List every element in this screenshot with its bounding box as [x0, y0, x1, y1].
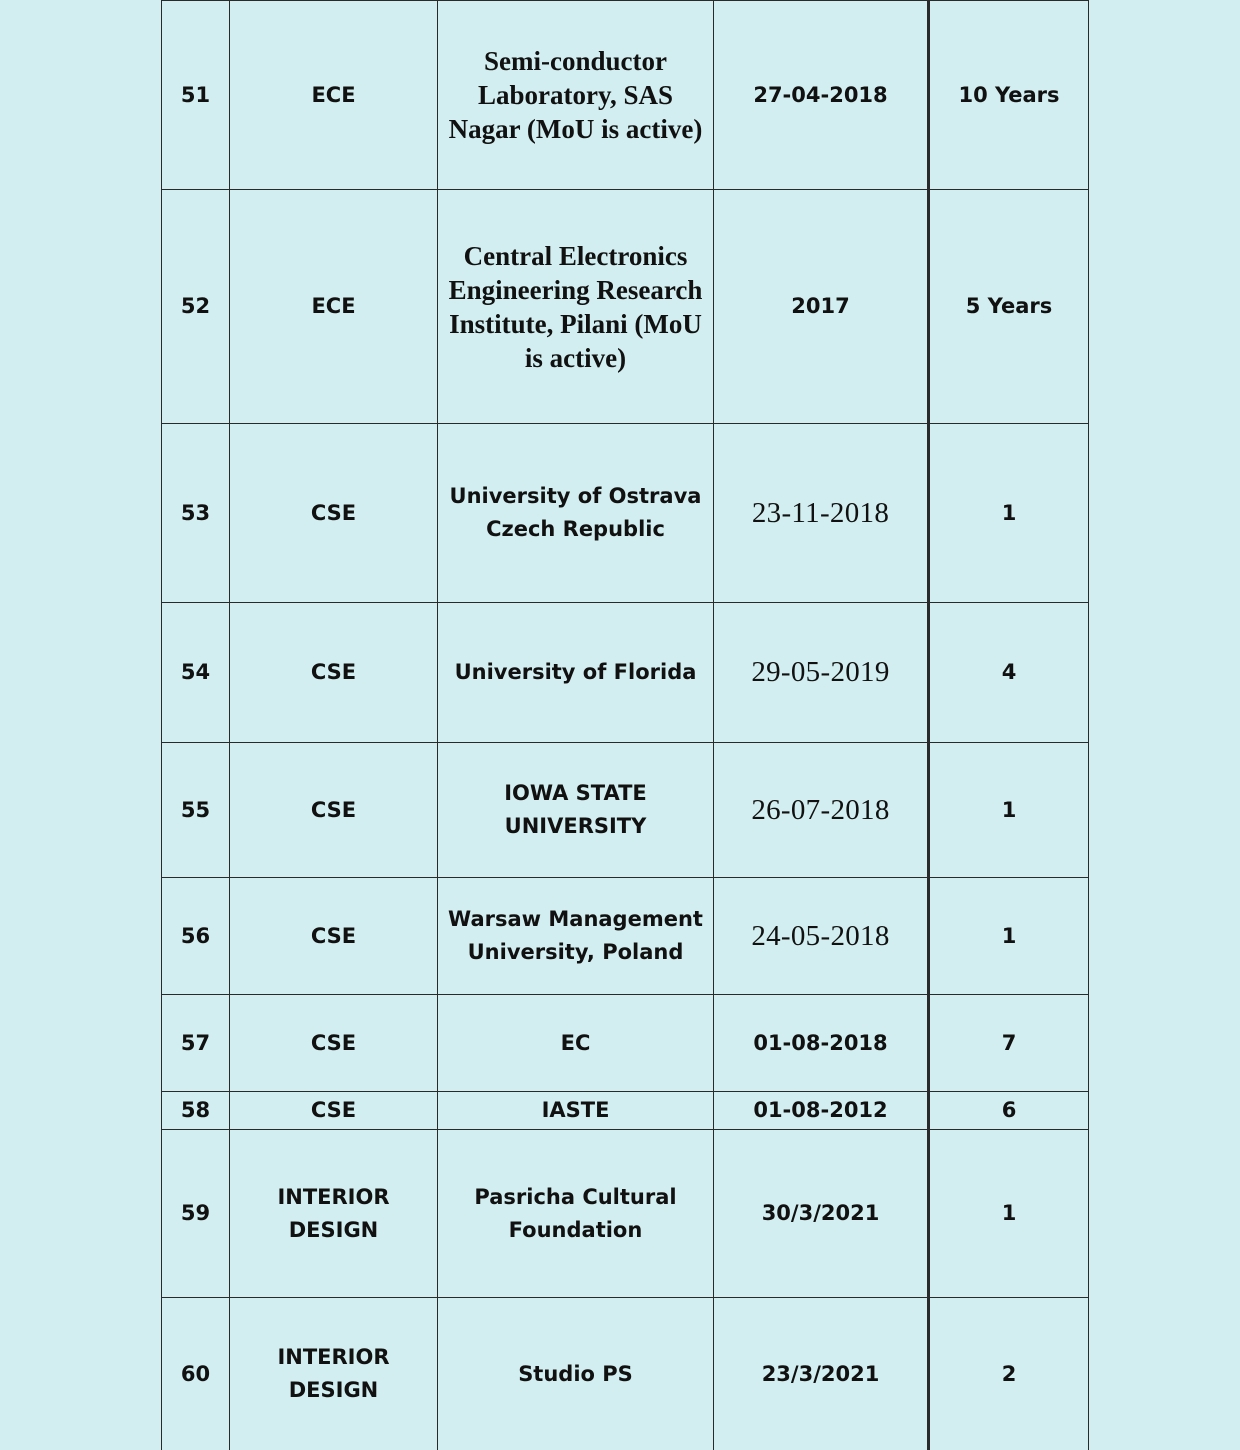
serial-number-cell: 55: [162, 743, 230, 878]
department-cell: CSE: [230, 878, 438, 995]
organization-cell: Central Electronics Engineering Research Institute, Pilani (MoU is active): [438, 190, 714, 424]
duration-cell: 5 Years: [929, 190, 1089, 424]
duration-cell: 6: [929, 1092, 1089, 1130]
date-cell: 01-08-2012: [714, 1092, 929, 1130]
duration-cell: 2: [929, 1298, 1089, 1450]
department-cell: CSE: [230, 424, 438, 603]
organization-cell: Warsaw Management University, Poland: [438, 878, 714, 995]
date-cell: 24-05-2018: [714, 878, 929, 995]
table-row: [162, 743, 1089, 878]
date-cell: 01-08-2018: [714, 995, 929, 1092]
department-cell: ECE: [230, 1, 438, 190]
date-cell: 30/3/2021: [714, 1130, 929, 1298]
department-cell: CSE: [230, 603, 438, 743]
organization-cell: IASTE: [438, 1092, 714, 1130]
department-cell: CSE: [230, 1092, 438, 1130]
table-row: [162, 190, 1089, 424]
date-cell: 23/3/2021: [714, 1298, 929, 1450]
date-cell: 27-04-2018: [714, 1, 929, 190]
date-cell: 29-05-2019: [714, 603, 929, 743]
table-row: [162, 995, 1089, 1092]
organization-cell: University of Ostrava Czech Republic: [438, 424, 714, 603]
table-row: [162, 1130, 1089, 1298]
organization-cell: Pasricha Cultural Foundation: [438, 1130, 714, 1298]
table-row: [162, 1298, 1089, 1450]
serial-number-cell: 60: [162, 1298, 230, 1450]
organization-cell: EC: [438, 995, 714, 1092]
table-row: [162, 424, 1089, 603]
duration-cell: 1: [929, 424, 1089, 603]
date-cell: 23-11-2018: [714, 424, 929, 603]
duration-cell: 10 Years: [929, 1, 1089, 190]
serial-number-cell: 59: [162, 1130, 230, 1298]
table-row: [162, 603, 1089, 743]
duration-cell: 4: [929, 603, 1089, 743]
duration-cell: 7: [929, 995, 1089, 1092]
department-cell: ECE: [230, 190, 438, 424]
table-row: [162, 1, 1089, 190]
serial-number-cell: 52: [162, 190, 230, 424]
duration-cell: 1: [929, 743, 1089, 878]
serial-number-cell: 53: [162, 424, 230, 603]
serial-number-cell: 56: [162, 878, 230, 995]
serial-number-cell: 54: [162, 603, 230, 743]
organization-cell: Studio PS: [438, 1298, 714, 1450]
organization-cell: Semi-conductor Laboratory, SAS Nagar (MoU is active): [438, 1, 714, 190]
serial-number-cell: 57: [162, 995, 230, 1092]
serial-number-cell: 58: [162, 1092, 230, 1130]
mou-table: [161, 0, 1089, 1450]
duration-cell: 1: [929, 1130, 1089, 1298]
department-cell: CSE: [230, 743, 438, 878]
organization-cell: University of Florida: [438, 603, 714, 743]
serial-number-cell: 51: [162, 1, 230, 190]
organization-cell: IOWA STATE UNIVERSITY: [438, 743, 714, 878]
date-cell: 2017: [714, 190, 929, 424]
department-cell: INTERIOR DESIGN: [230, 1130, 438, 1298]
duration-cell: 1: [929, 878, 1089, 995]
table-row: [162, 878, 1089, 995]
date-cell: 26-07-2018: [714, 743, 929, 878]
department-cell: INTERIOR DESIGN: [230, 1298, 438, 1450]
table-row: [162, 1092, 1089, 1130]
department-cell: CSE: [230, 995, 438, 1092]
